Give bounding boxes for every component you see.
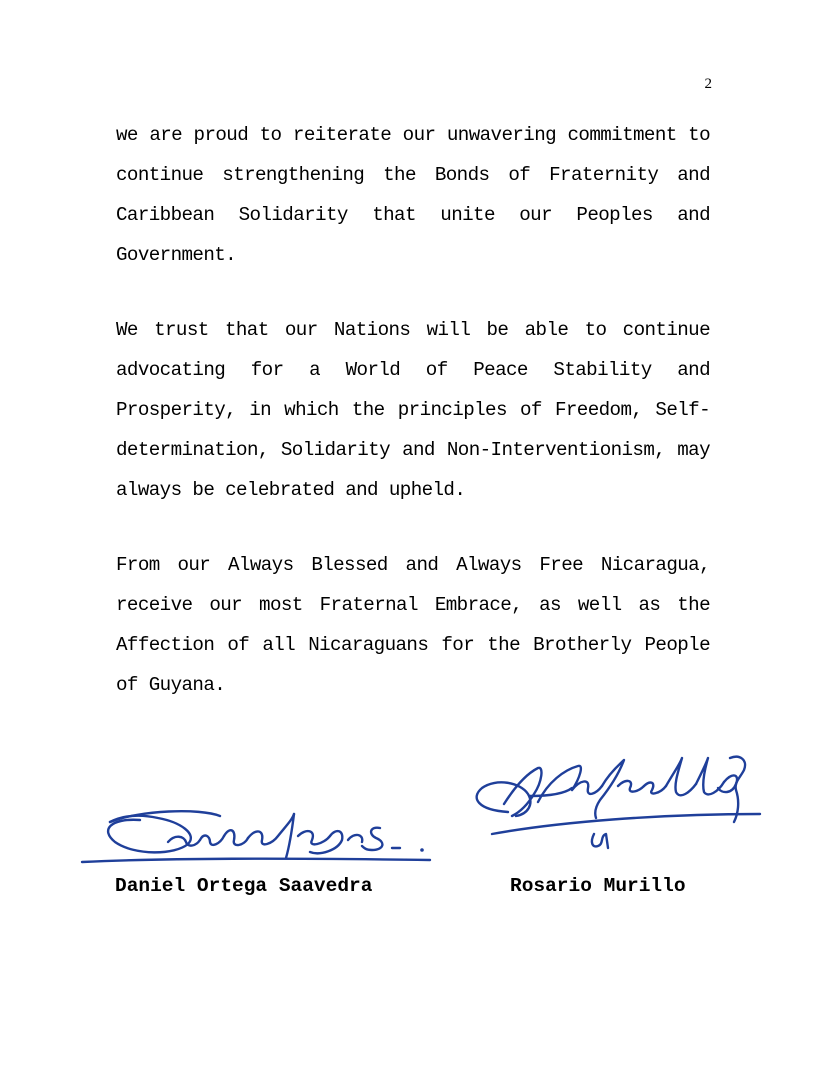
- paragraph-commitment: we are proud to reiterate our unwavering commitment to continue strengthening the Bonds of Fraternity and Caribbean Solidarity that unite our Peoples and Government.: [116, 124, 710, 266]
- letter-body: [116, 115, 710, 740]
- page-number: 2: [704, 76, 712, 92]
- signature-rosario-murillo: [468, 742, 763, 854]
- signatory-name-left: Daniel Ortega Saavedra: [115, 875, 373, 897]
- signature-daniel-ortega: [80, 800, 435, 880]
- signatory-name-right: Rosario Murillo: [510, 875, 686, 897]
- paragraph-embrace: From our Always Blessed and Always Free Nicaragua, receive our most Fraternal Embrace, as well as the Affection of all Nicaraguans for the Brotherly People of Guyana.: [116, 554, 710, 696]
- paragraph-trust: We trust that our Nations will be able to continue advocating for a World of Peace Stability and Prosperity, in which the principles of Freedom, Self-determination, Solidarity and Non-Interventionism, may always be celebrated and upheld.: [116, 319, 710, 501]
